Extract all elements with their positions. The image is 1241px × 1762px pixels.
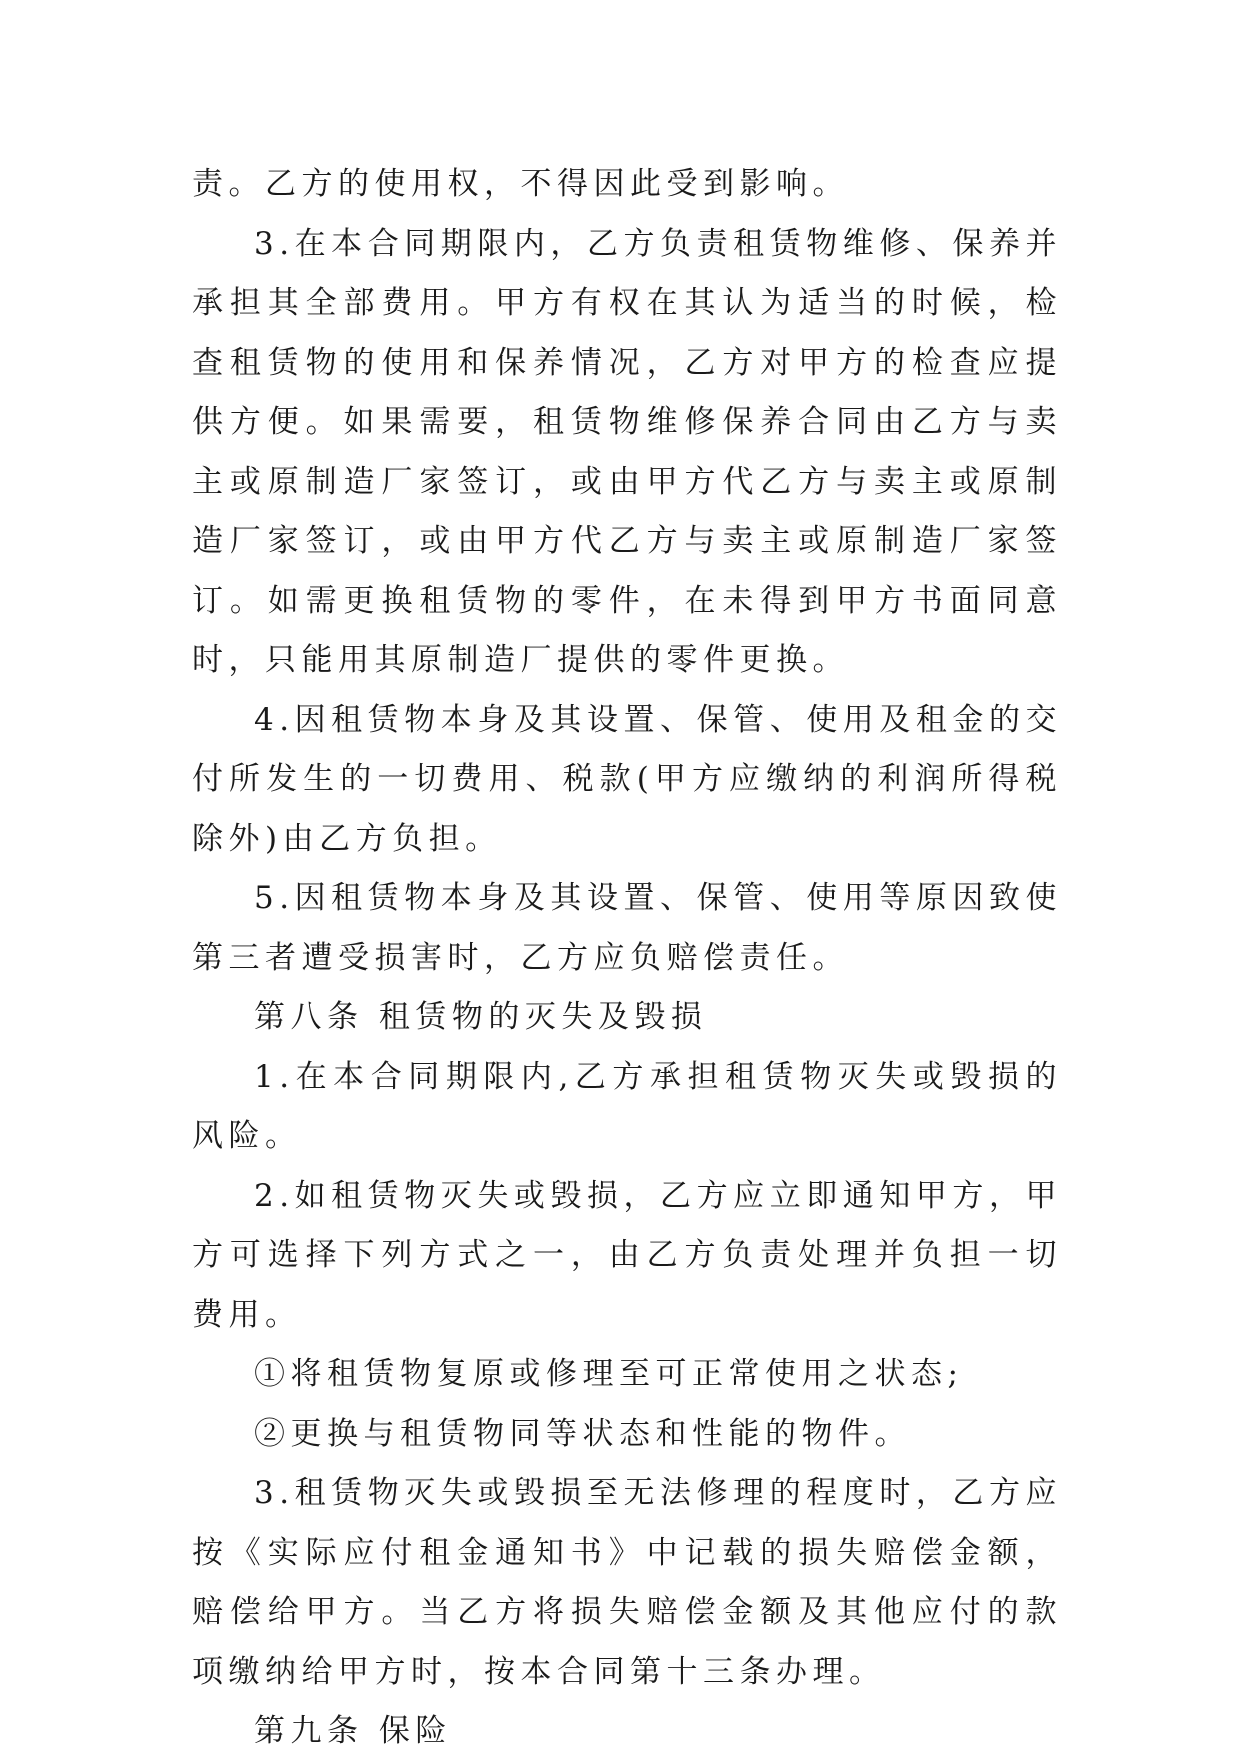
paragraph-clause-8-3: 3.租赁物灭失或毁损至无法修理的程度时，乙方应按《实际应付租金通知书》中记载的损失赔偿金额，赔偿给甲方。当乙方将损失赔偿金额及其他应付的款项缴纳给甲方时，按本合同第十三条办理。 [192, 1475, 1062, 1690]
paragraph-option-2: ②更换与租赁物同等状态和性能的物件。 [254, 1415, 911, 1452]
paragraph-clause-7-3: 3.在本合同期限内，乙方负责租赁物维修、保养并承担其全部费用。甲方有权在其认为适当的时候，检查租赁物的使用和保养情况，乙方对甲方的检查应提供方便。如果需要，租赁物维修保养合同由乙方与卖主或原制造厂家签订，或由甲方代乙方与卖主或原制造厂家签订，或由甲方代乙方与卖主或原制造厂家签订。如需更换租赁物的零件，在未得到甲方书面同意时，只能用其原制造厂提供的零件更换。 [192, 225, 1062, 678]
paragraph-clause-8-1: 1.在本合同期限内,乙方承担租赁物灭失或毁损的风险。 [192, 1058, 1062, 1154]
document-body [192, 155, 1062, 1762]
paragraph-continuation: 责。乙方的使用权，不得因此受到影响。 [192, 166, 849, 202]
article-9-heading: 第九条 保险 [254, 1713, 452, 1749]
paragraph-option-1: ①将租赁物复原或修理至可正常使用之状态; [254, 1356, 964, 1392]
article-8-heading: 第八条 租赁物的灭失及毁损 [254, 999, 708, 1035]
paragraph-clause-8-2: 2.如租赁物灭失或毁损，乙方应立即通知甲方，甲方可选择下列方式之一，由乙方负责处理并负担一切费用。 [192, 1177, 1062, 1333]
paragraph-clause-7-5: 5.因租赁物本身及其设置、保管、使用等原因致使第三者遭受损害时，乙方应负赔偿责任。 [192, 880, 1062, 976]
paragraph-clause-7-4: 4.因租赁物本身及其设置、保管、使用及租金的交付所发生的一切费用、税款(甲方应缴纳的利润所得税除外)由乙方负担。 [192, 701, 1062, 857]
